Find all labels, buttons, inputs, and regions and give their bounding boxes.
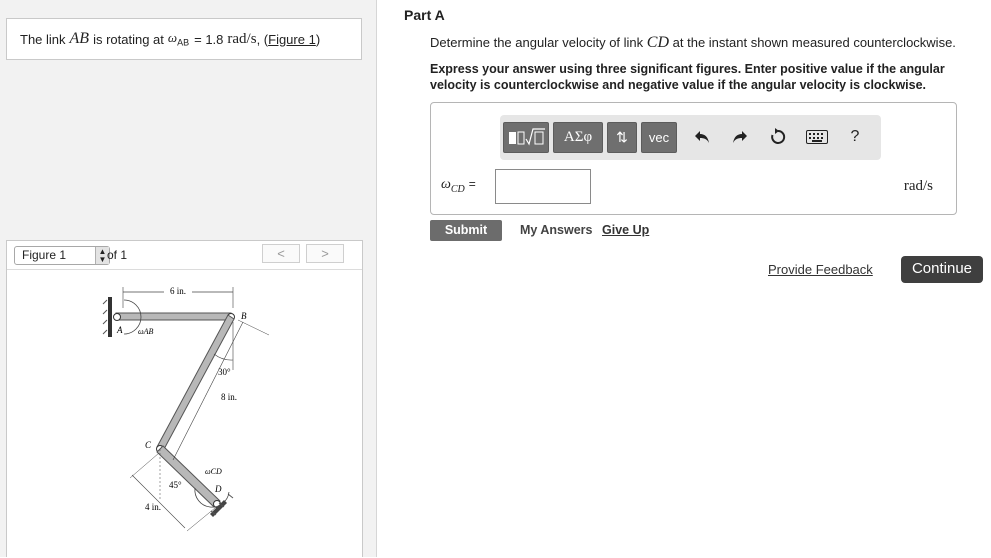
answer-input[interactable] — [495, 169, 591, 204]
answer-box — [430, 102, 957, 215]
angle-45-label: 45° — [169, 480, 182, 490]
problem-suffix: , ( — [256, 31, 269, 47]
my-answers-link[interactable]: My Answers — [520, 223, 593, 237]
part-title: Part A — [404, 7, 445, 23]
redo-button[interactable] — [726, 123, 754, 151]
reset-button[interactable] — [764, 123, 792, 151]
left-panel — [0, 0, 377, 557]
dim-ab-label: 6 in. — [169, 286, 187, 296]
label-omega-ab: ωAB — [138, 327, 154, 336]
answer-unit: rad/s — [903, 178, 933, 194]
question-var: CD — [646, 34, 670, 51]
angle-30-label: 30° — [218, 367, 231, 377]
undo-icon — [694, 129, 710, 145]
problem-close: ) — [315, 31, 321, 47]
greek-button[interactable]: ΑΣφ — [553, 122, 603, 153]
linkage-diagram — [7, 270, 362, 558]
next-figure-button[interactable] — [306, 244, 344, 263]
problem-middle: is rotating at — [93, 31, 164, 47]
up-down-arrows-icon: ⇅ — [616, 129, 628, 145]
prev-figure-button[interactable] — [262, 244, 300, 263]
math-templates-icon — [504, 123, 548, 152]
math-toolbar — [500, 115, 881, 160]
problem-link-var: AB — [69, 30, 90, 47]
problem-statement — [6, 18, 362, 60]
link-cd — [157, 446, 220, 507]
chevron-left-icon: < — [277, 246, 285, 261]
instructions: Express your answer using three significant figures. Enter positive value if the angular velocity is counterclockwise and negative value if the angular velocity is clockwise. — [430, 62, 945, 92]
omega-ab-symbol: $\omega_{AB}$ — [167, 30, 190, 48]
figure-select[interactable] — [14, 246, 110, 265]
keyboard-button[interactable] — [803, 123, 831, 151]
submit-button[interactable]: Submit — [430, 220, 502, 241]
label-omega-cd: ωCD — [205, 467, 222, 476]
dim-bc-label: 8 in. — [220, 392, 238, 402]
problem-value: = 1.8 — [194, 31, 224, 47]
help-button[interactable]: ? — [850, 128, 860, 145]
link-bc — [157, 315, 234, 451]
reset-icon — [769, 128, 787, 146]
right-panel — [377, 0, 991, 557]
label-a: A — [117, 325, 123, 335]
continue-button[interactable]: Continue — [901, 256, 983, 283]
chevron-right-icon: > — [321, 246, 329, 261]
omega-cd-label: $\omega_{CD}$ = — [441, 177, 476, 195]
figure-panel — [6, 240, 363, 557]
support-a — [103, 297, 110, 337]
pin-a — [114, 314, 121, 321]
label-b: B — [241, 311, 247, 321]
question-text: Determine the angular velocity of link CD at the instant shown measured counterclockwise. — [430, 34, 956, 51]
link-ab — [116, 313, 231, 320]
redo-icon — [732, 129, 748, 145]
undo-button[interactable] — [688, 123, 716, 151]
give-up-link[interactable]: Give Up — [602, 223, 650, 237]
label-d: D — [215, 484, 222, 494]
problem-prefix: The link — [20, 31, 66, 47]
dim-cd-label: 4 in. — [145, 502, 162, 512]
figure-select-value: Figure 1 — [22, 248, 67, 262]
keyboard-icon — [806, 130, 828, 144]
figure-header — [7, 241, 362, 270]
templates-button[interactable] — [503, 122, 549, 153]
label-c: C — [145, 440, 152, 450]
figure-link[interactable]: Figure 1 — [268, 31, 316, 47]
figure-count: of 1 — [107, 248, 128, 262]
vec-button[interactable]: vec — [641, 122, 677, 153]
chevron-updown-icon: ▲ ▼ — [95, 247, 109, 264]
problem-units: rad/s — [227, 30, 257, 47]
arrows-button[interactable] — [607, 122, 637, 153]
provide-feedback-link[interactable]: Provide Feedback — [768, 262, 873, 277]
